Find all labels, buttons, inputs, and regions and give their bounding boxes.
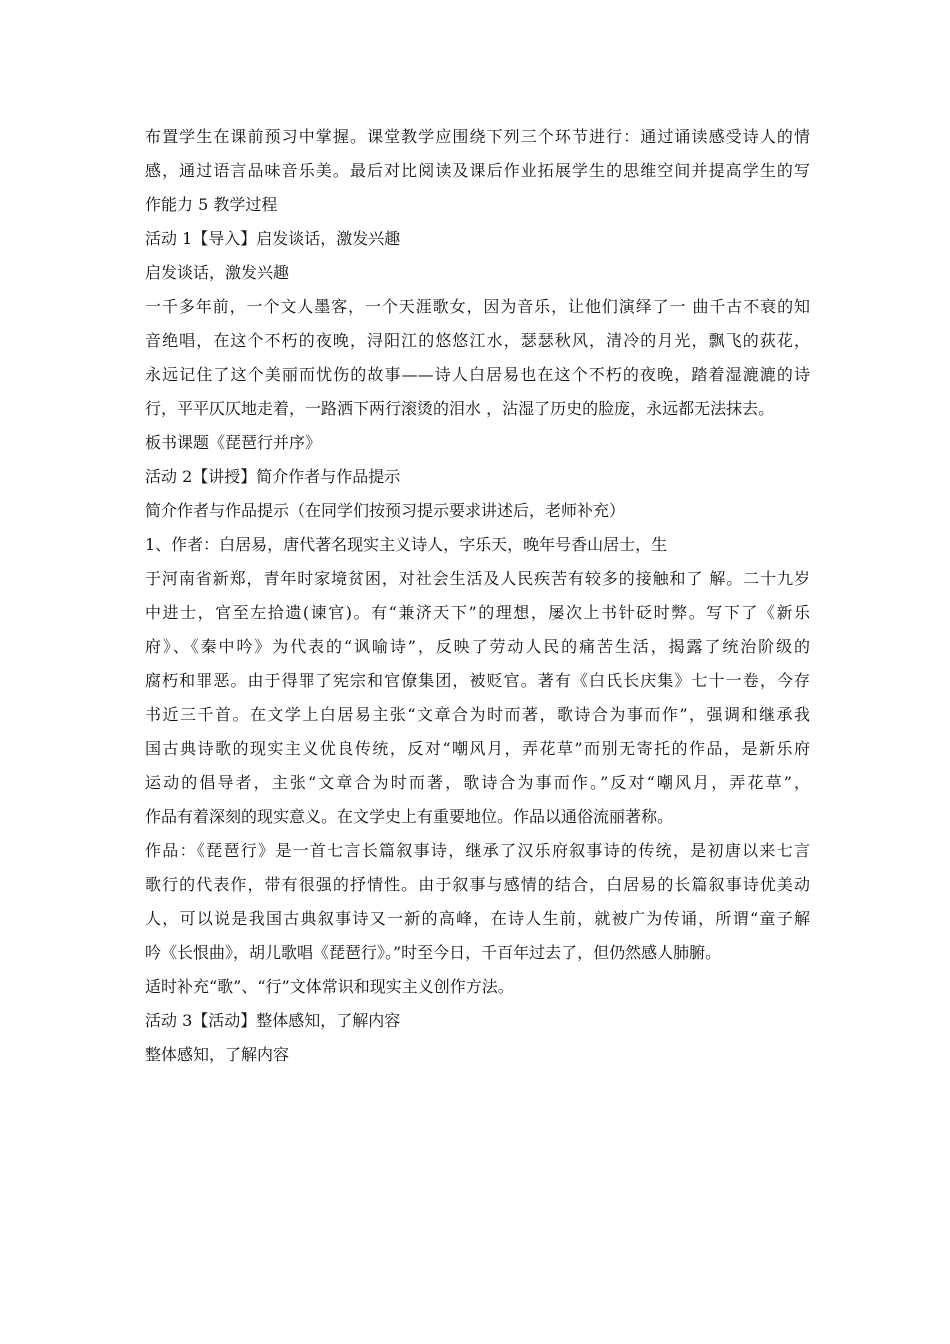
supplement-line: 适时补充“歌”、“行”文体常识和现实主义创作方法。	[145, 977, 514, 996]
paragraph-line: 运动的倡导者，主张“文章合为时而著，歌诗合为事而作。”反对“嘲风月，弄花草”，	[145, 773, 810, 792]
paragraph-line: 中进士，官至左拾遗(谏官)。有“兼济天下”的理想，屡次上书针砭时弊。写下了《新乐	[145, 603, 810, 622]
paragraph-line: 府》、《秦中吟》为代表的“讽喻诗”，反映了劳动人民的痛苦生活，揭露了统治阶级的	[145, 637, 810, 656]
paragraph-line: 于河南省新郑，青年时家境贫困，对社会生活及人民疾苦有较多的接触和了 解。二十九岁	[145, 569, 810, 588]
activity-1-subheading: 启发谈话，激发兴趣	[145, 263, 290, 282]
paragraph-line: 感，通过语言品味音乐美。最后对比阅读及课后作业拓展学生的思维空间并提高学生的写	[145, 161, 810, 180]
paragraph-line: 永远记住了这个美丽而忧伤的故事——诗人白居易也在这个不朽的夜晚，踏着湿漉漉的诗	[145, 365, 810, 384]
paragraph-line: 腐朽和罪恶。由于得罪了宪宗和官僚集团，被贬官。著有《白氏长庆集》七十一卷，今存	[145, 671, 810, 690]
paragraph-line: 人，可以说是我国古典叙事诗又一新的高峰，在诗人生前，就被广为传诵，所谓“童子解	[145, 909, 810, 928]
works-intro-line: 作品：《琵琶行》是一首七言长篇叙事诗，继承了汉乐府叙事诗的传统，是初唐以来七言	[145, 841, 810, 860]
paragraph-line: 一千多年前，一个文人墨客，一个天涯歌女，因为音乐，让他们演绎了一 曲千古不衰的知	[145, 297, 810, 316]
paragraph-line: 吟《长恨曲》，胡儿歌唱《琵琶行》。”时至今日，千百年过去了，但仍然感人肺腑。	[145, 943, 722, 962]
paragraph-line: 国古典诗歌的现实主义优良传统，反对“嘲风月，弄花草”而别无寄托的作品，是新乐府	[145, 739, 810, 758]
paragraph-line: 布置学生在课前预习中掌握。课堂教学应围绕下列三个环节进行：通过诵读感受诗人的情	[145, 127, 810, 146]
activity-2-heading: 活动 2【讲授】简介作者与作品提示	[145, 467, 401, 486]
paragraph-line: 书近三千首。在文学上白居易主张“文章合为时而著，歌诗合为事而作”，强调和继承我	[145, 705, 810, 724]
section-heading-teaching-process: 作能力 5 教学过程	[145, 195, 278, 214]
activity-2-subheading: 简介作者与作品提示（在同学们按预习提示要求讲述后，老师补充）	[145, 501, 626, 520]
activity-1-heading: 活动 1【导入】启发谈话，激发兴趣	[145, 229, 401, 248]
paragraph-line: 行，平平仄仄地走着，一路洒下两行滚烫的泪水 ，沾湿了历史的脸庞，永远都无法抹去。	[145, 399, 775, 418]
paragraph-line: 作品有着深刻的现实意义。在文学史上有重要地位。作品以通俗流丽著称。	[145, 807, 674, 826]
activity-3-heading: 活动 3【活动】整体感知，了解内容	[145, 1011, 401, 1030]
board-title-line: 板书课题《琵琶行并序》	[145, 433, 322, 452]
activity-3-subheading: 整体感知，了解内容	[145, 1045, 290, 1064]
author-intro-line: 1、作者：白居易，唐代著名现实主义诗人，字乐天，晚年号香山居士，生	[145, 535, 668, 554]
paragraph-line: 音绝唱，在这个不朽的夜晚，浔阳江的悠悠江水，瑟瑟秋风，清冷的月光，飘飞的荻花，	[145, 331, 810, 350]
document-body	[145, 120, 810, 1072]
paragraph-line: 歌行的代表作，带有很强的抒情性。由于叙事与感情的结合，白居易的长篇叙事诗优美动	[145, 875, 810, 894]
